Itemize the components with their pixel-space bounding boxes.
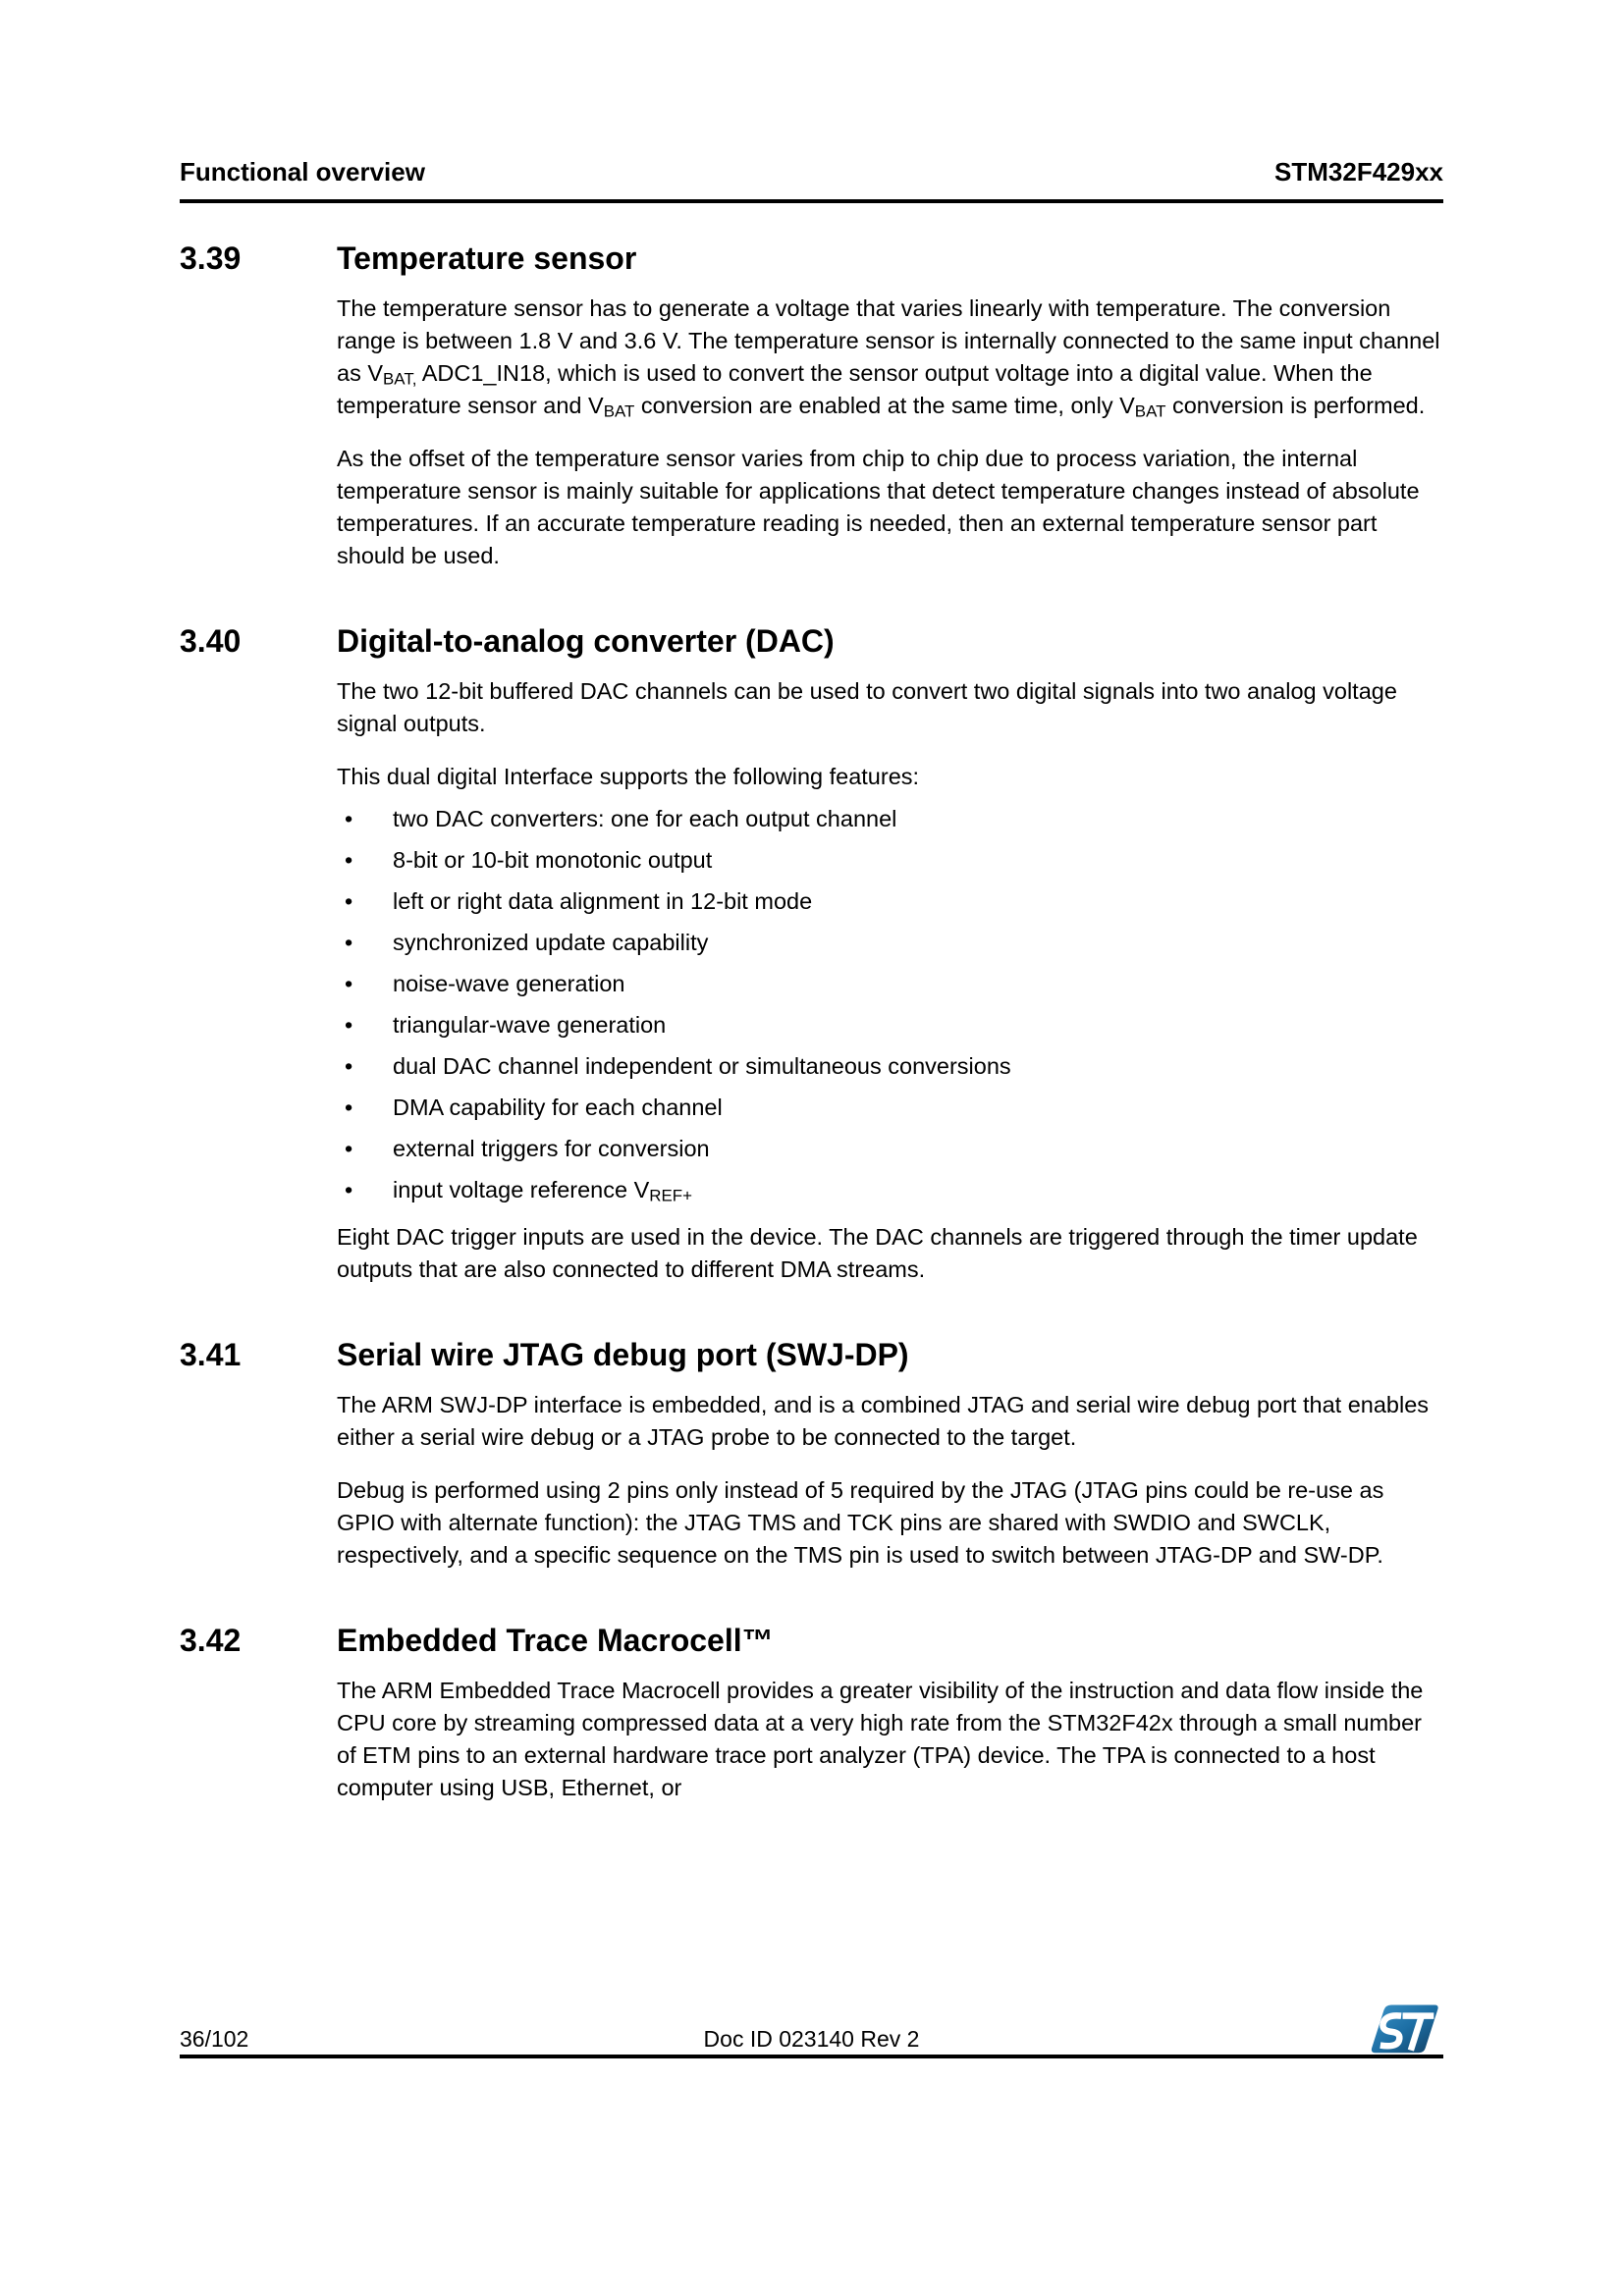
section-title: Digital-to-analog converter (DAC) (337, 623, 835, 659)
section-3.41 (180, 1337, 1443, 1572)
section-number: 3.41 (180, 1337, 242, 1372)
page-content (180, 240, 1443, 1825)
footer-page-number: 36/102 (180, 2026, 249, 2052)
header-part-number: STM32F429xx (1274, 157, 1443, 187)
section-number: 3.40 (180, 623, 242, 659)
feature-list-item: • two DAC converters: one for each output channel (337, 803, 1443, 835)
section-title: Temperature sensor (337, 240, 637, 276)
st-logo (1368, 2003, 1440, 2055)
paragraph: The ARM SWJ-DP interface is embedded, and is a combined JTAG and serial wire debug port that enables either a serial wire debug or a JTAG probe to be connected to the target. (337, 1392, 1430, 1450)
section-number: 3.42 (180, 1623, 242, 1658)
feature-list-item: • DMA capability for each channel (337, 1092, 1443, 1124)
section-number: 3.39 (180, 240, 242, 276)
feature-list-item: • 8-bit or 10-bit monotonic output (337, 844, 1443, 877)
paragraph: As the offset of the temperature sensor varies from chip to chip due to process variation, the internal temperature sensor is mainly suitable for applications that detect temperature changes instead of absolute temperatures. If an accurate temperature reading is needed, then an external temperature sensor part should be used. (337, 446, 1420, 568)
subscript: BAT (603, 401, 635, 421)
subscript: BAT, (383, 369, 417, 389)
paragraph: The temperature sensor has to generate a voltage that varies linearly with temperature. The conversion range is between 1.8 V and 3.6 V. The temperature sensor is internally connected to the same input channel as $V_{BAT,}$ ADC1_IN18, which is used to convert the sensor output voltage into a digital value. When the temperature sensor and $V_{BAT}$ conversion are enabled at the same time, only $V_{BAT}$ conversion is performed. (337, 295, 1440, 421)
section-3.40 (180, 623, 1443, 1286)
header-rule (180, 199, 1443, 203)
feature-list-item: • dual DAC channel independent or simultaneous conversions (337, 1050, 1443, 1083)
section-3.39 (180, 240, 1443, 572)
feature-list-item: • external triggers for conversion (337, 1133, 1443, 1165)
footer-doc-id: Doc ID 023140 Rev 2 (703, 2026, 920, 2052)
section-title: Embedded Trace Macrocell™ (337, 1623, 774, 1658)
header-section-title: Functional overview (180, 157, 425, 187)
subscript: BAT (1134, 401, 1166, 421)
feature-list-item: • noise-wave generation (337, 968, 1443, 1000)
subscript: REF+ (649, 1186, 692, 1205)
paragraph: Debug is performed using 2 pins only instead of 5 required by the JTAG (JTAG pins could be re-use as GPIO with alternate function): the JTAG TMS and TCK pins are shared with SWDIO and SWCLK, respectively, and a specific sequence on the TMS pin is used to switch between JTAG-DP and SW-DP. (337, 1477, 1384, 1568)
paragraph: This dual digital Interface supports the following features: (337, 764, 920, 789)
feature-list-item: • triangular-wave generation (337, 1009, 1443, 1041)
section-title: Serial wire JTAG debug port (SWJ-DP) (337, 1337, 909, 1372)
paragraph: Eight DAC trigger inputs are used in the device. The DAC channels are triggered through the timer update outputs that are also connected to different DMA streams. (337, 1224, 1418, 1282)
feature-list-item: • left or right data alignment in 12-bit mode (337, 885, 1443, 918)
feature-list-item: • synchronized update capability (337, 927, 1443, 959)
feature-list-item: • input voltage reference $V_{REF+}$ (337, 1174, 1443, 1206)
feature-list (337, 803, 1443, 1206)
section-3.42 (180, 1623, 1443, 1804)
page-header (180, 157, 1443, 187)
paragraph: The ARM Embedded Trace Macrocell provides a greater visibility of the instruction and data flow inside the CPU core by streaming compressed data at a very high rate from the STM32F42x through a small number of ETM pins to an external hardware trace port analyzer (TPA) device. The TPA is connected to a host computer using USB, Ethernet, or (337, 1678, 1424, 1800)
paragraph: The two 12-bit buffered DAC channels can be used to convert two digital signals into two analog voltage signal outputs. (337, 678, 1397, 736)
footer-rule (180, 2055, 1443, 2058)
